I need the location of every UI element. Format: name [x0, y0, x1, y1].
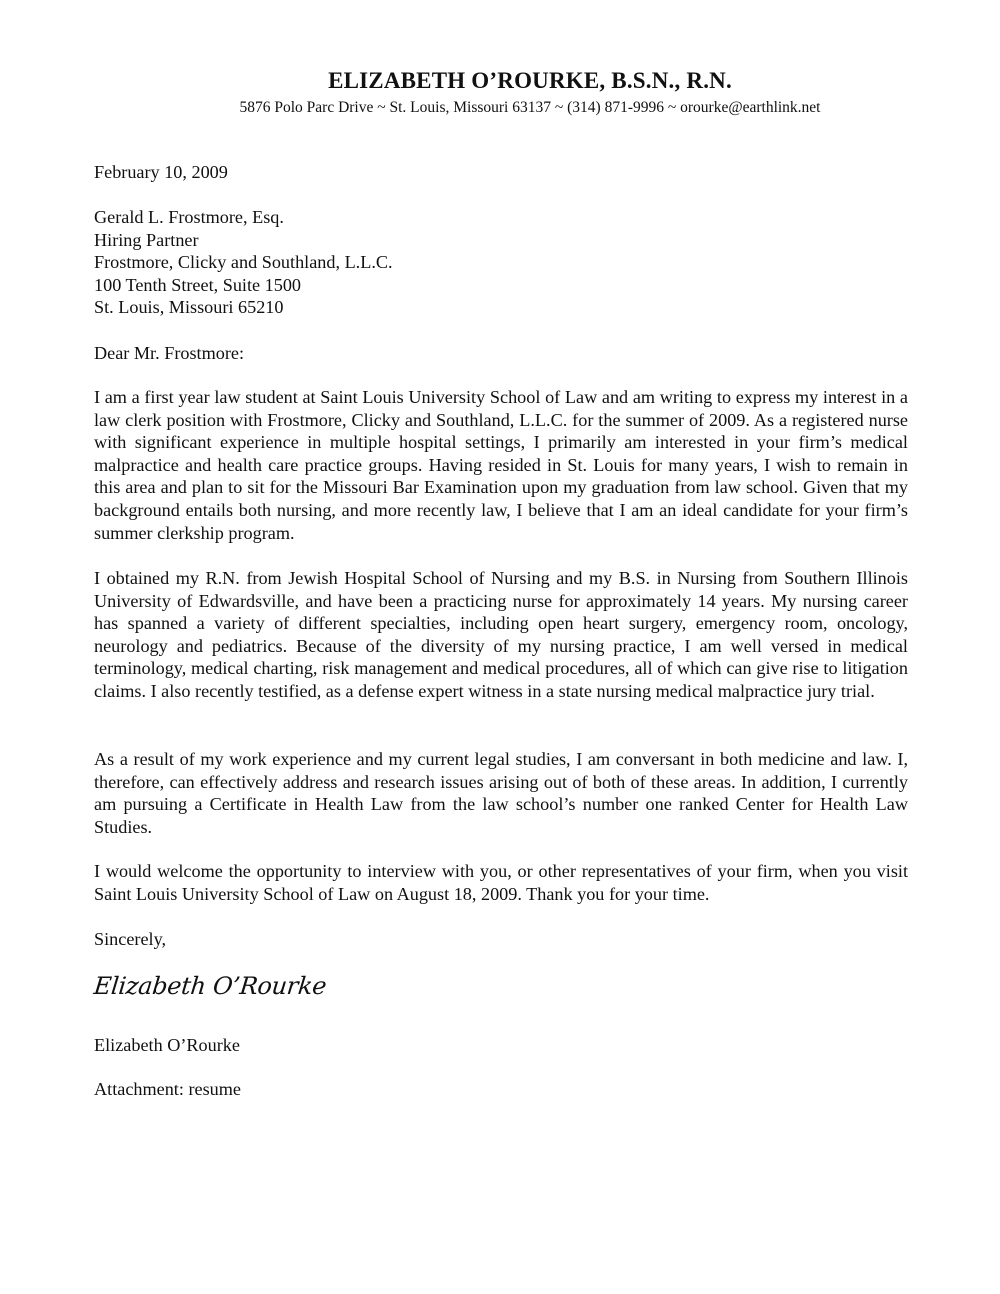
recipient-line: St. Louis, Missouri 65210	[94, 297, 284, 318]
recipient-line: 100 Tenth Street, Suite 1500	[94, 274, 302, 295]
recipient-line: Frostmore, Clicky and Southland, L.L.C.	[94, 252, 393, 273]
letterhead-name: ELIZABETH O’ROURKE, B.S.N., R.N.	[328, 68, 732, 93]
recipient-line: Gerald L. Frostmore, Esq.	[94, 207, 284, 227]
recipient-line: Hiring Partner	[94, 229, 199, 250]
closing: Sincerely,	[94, 929, 167, 949]
body-paragraph-3: As a result of my work experience and my current legal studies, I am conversant in both medicine and law. I, therefore, can effectively address and research issues arising out of both of these areas. In addition, I currently am pursuing a Certificate in Health Law from the law school’s number one ranked Center for Health Law Studies.	[94, 749, 908, 837]
letter-date: February 10, 2009	[94, 162, 228, 182]
handwritten-signature: Elizabeth O’Rourke	[92, 972, 328, 1000]
letterhead-address: 5876 Polo Parc Drive ~ St. Louis, Missouri 63137 ~ (314) 871-9996 ~ orourke@earthlink.net	[239, 99, 821, 116]
salutation: Dear Mr. Frostmore:	[94, 343, 245, 363]
body-paragraph-4: I would welcome the opportunity to interview with you, or other representatives of your firm, when you visit Saint Louis University School of Law on August 18, 2009. Thank you for your time.	[94, 861, 908, 904]
body-paragraph-2: I obtained my R.N. from Jewish Hospital School of Nursing and my B.S. in Nursing from Southern Illinois University of Edwardsville, and have been a practicing nurse for approximately 14 years. My nursing career has spanned a variety of different specialties, including open heart surgery, emergency room, oncology, neurology and pediatrics. Because of the diversity of my nursing practice, I am well versed in medical terminology, medical charting, risk management and medical procedures, all of which can give rise to litigation claims. I also recently testified, as a defense expert witness in a state nursing medical malpractice jury trial.	[94, 568, 908, 701]
attachment-note: Attachment: resume	[94, 1079, 241, 1099]
body-paragraph-1: I am a first year law student at Saint Louis University School of Law and am writing to express my interest in a law clerk position with Frostmore, Clicky and Southland, L.L.C. for the summer of 2009. As a registered nurse with significant experience in multiple hospital settings, I primarily am interested in your firm’s medical malpractice and health care practice groups. Having resided in St. Louis for many years, I wish to remain in this area and plan to sit for the Missouri Bar Examination upon my graduation from law school. Given that my background entails both nursing, and more recently law, I believe that I am an ideal candidate for your firm’s summer clerkship program.	[94, 387, 908, 543]
signer-name: Elizabeth O’Rourke	[94, 1035, 240, 1055]
recipient-address	[94, 206, 908, 319]
